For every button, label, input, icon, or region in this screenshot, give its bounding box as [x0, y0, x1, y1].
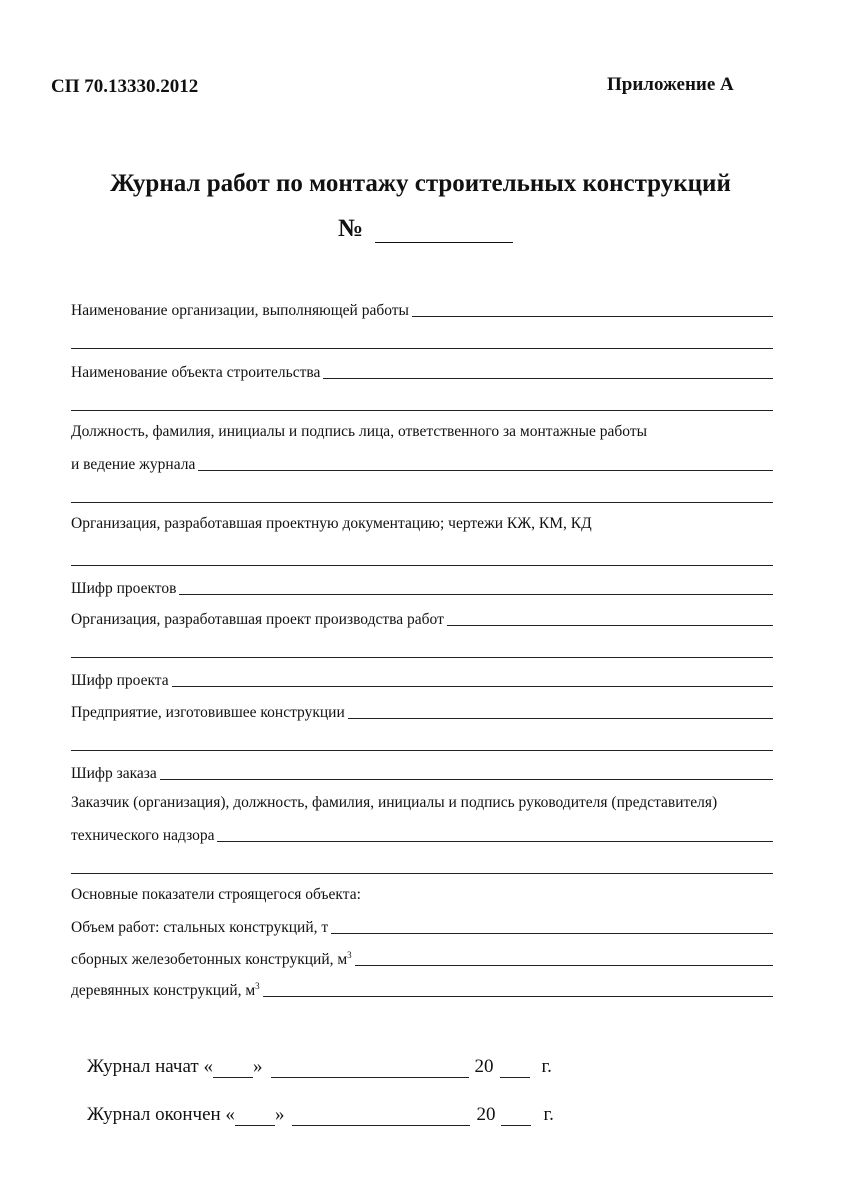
- projects-code-label: Шифр проектов: [71, 580, 177, 597]
- customer-row: [71, 823, 773, 845]
- journal-started-label: Журнал начат «: [87, 1056, 213, 1077]
- order-code-label: Шифр заказа: [71, 765, 157, 782]
- appendix-label: Приложение А: [607, 74, 734, 95]
- project-code-field[interactable]: [172, 685, 773, 687]
- customer-field-line-2[interactable]: [71, 873, 773, 874]
- customer-field[interactable]: [217, 840, 773, 842]
- ppr-org-field-line-2[interactable]: [71, 657, 773, 658]
- steel-label: Объем работ: стальных конструкций, т: [71, 919, 329, 936]
- cubic-superscript: 3: [255, 980, 260, 991]
- century-label: 20: [474, 1056, 494, 1077]
- journal-started-row: [87, 1056, 552, 1078]
- wood-field[interactable]: [263, 995, 773, 997]
- century-label: 20: [476, 1104, 496, 1125]
- org-label: Наименование организации, выполняющей работы: [71, 302, 409, 319]
- manufacturer-row: [71, 700, 773, 722]
- precast-row: [71, 947, 773, 969]
- ppr-org-row: [71, 607, 773, 629]
- ended-day-field[interactable]: [235, 1105, 275, 1126]
- started-day-field[interactable]: [213, 1057, 253, 1078]
- order-code-row: [71, 761, 773, 783]
- order-code-field[interactable]: [160, 778, 773, 780]
- manufacturer-label: Предприятие, изготовившее конструкции: [71, 704, 345, 721]
- responsible-label-1: Должность, фамилия, инициалы и подпись лица, ответственного за монтажные работы: [71, 423, 648, 440]
- project-code-label: Шифр проекта: [71, 672, 169, 689]
- org-row: [71, 298, 773, 320]
- precast-field[interactable]: [355, 964, 773, 966]
- manufacturer-field[interactable]: [348, 717, 773, 719]
- precast-label-wrap: [71, 951, 355, 969]
- responsible-field[interactable]: [198, 469, 773, 471]
- wood-row: [71, 978, 773, 1000]
- projects-code-row: [71, 576, 773, 598]
- year-suffix: г.: [541, 1056, 552, 1077]
- wood-label-wrap: [71, 982, 263, 1000]
- journal-number-row: [338, 215, 513, 243]
- precast-label: сборных железобетонных конструкций, м: [71, 951, 348, 968]
- close-quote: »: [274, 1104, 285, 1125]
- year-suffix: г.: [543, 1104, 554, 1125]
- steel-row: [71, 915, 773, 937]
- number-sign: №: [338, 215, 364, 242]
- cubic-superscript: 3: [347, 949, 352, 960]
- ppr-org-field[interactable]: [447, 624, 773, 626]
- journal-ended-label: Журнал окончен «: [87, 1104, 235, 1125]
- journal-number-field[interactable]: [375, 218, 513, 243]
- ended-month-field[interactable]: [292, 1105, 470, 1126]
- responsible-row: [71, 452, 773, 474]
- projects-code-field[interactable]: [179, 593, 773, 595]
- journal-ended-row: [87, 1104, 554, 1126]
- wood-label: деревянных конструкций, м: [71, 982, 256, 999]
- responsible-field-line-2[interactable]: [71, 502, 773, 503]
- started-month-field[interactable]: [271, 1057, 469, 1078]
- steel-field[interactable]: [331, 932, 773, 934]
- ppr-org-label: Организация, разработавшая проект производства работ: [71, 611, 444, 628]
- org-field[interactable]: [412, 315, 773, 317]
- started-year-field[interactable]: [500, 1057, 530, 1078]
- close-quote: »: [253, 1056, 263, 1077]
- object-label: Наименование объекта строительства: [71, 364, 321, 381]
- design-org-field[interactable]: [71, 565, 773, 566]
- ended-year-field[interactable]: [501, 1105, 531, 1126]
- manufacturer-field-line-2[interactable]: [71, 750, 773, 751]
- object-field[interactable]: [323, 377, 773, 379]
- design-org-label: Организация, разработавшая проектную документацию; чертежи КЖ, КМ, КД: [71, 515, 592, 532]
- object-field-line-2[interactable]: [71, 410, 773, 411]
- customer-label-1: Заказчик (организация), должность, фамилия, инициалы и подпись руководителя (представителя): [71, 794, 718, 811]
- document-code: СП 70.13330.2012: [51, 76, 199, 97]
- org-field-line-2[interactable]: [71, 348, 773, 349]
- customer-label-2: технического надзора: [71, 827, 215, 844]
- page-title: Журнал работ по монтажу строительных конструкций: [110, 170, 731, 197]
- project-code-row: [71, 668, 773, 690]
- object-row: [71, 360, 773, 382]
- indicators-label: Основные показатели строящегося объекта:: [71, 886, 361, 903]
- responsible-label-2: и ведение журнала: [71, 456, 196, 473]
